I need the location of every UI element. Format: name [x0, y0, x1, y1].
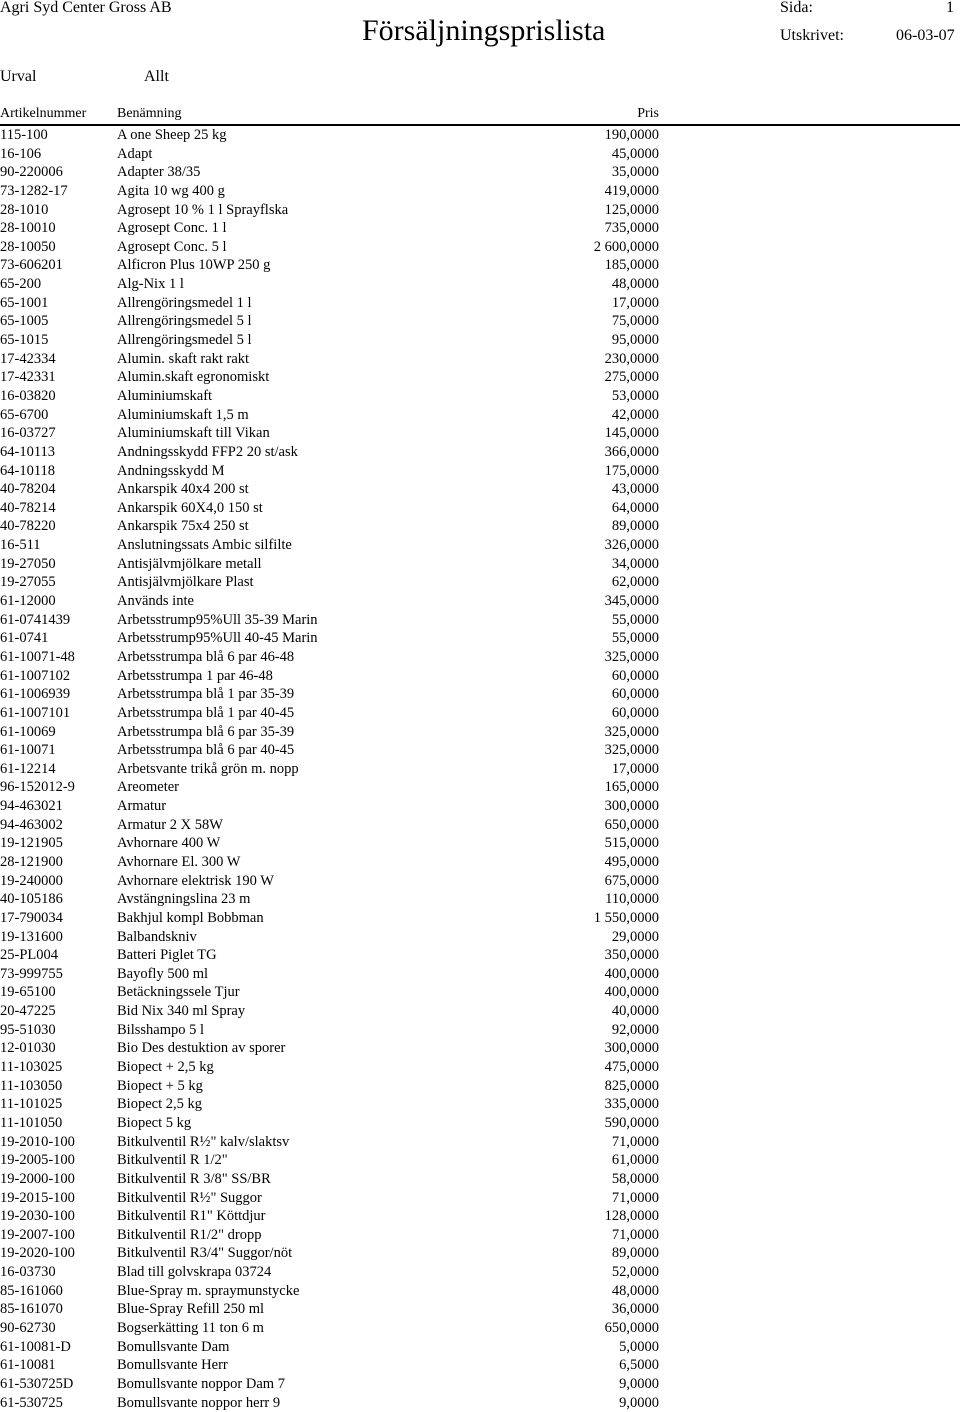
article-number: 12-01030	[0, 1040, 56, 1057]
article-number: 16-03727	[0, 425, 56, 442]
article-name: Bitkulventil R½" kalv/slaktsv	[117, 1133, 290, 1150]
table-row	[0, 275, 960, 294]
table-row	[0, 648, 960, 667]
article-price: 145,0000	[604, 425, 659, 442]
article-name: Arbetsstrumpa blå 1 par 40-45	[117, 704, 295, 721]
table-row	[0, 1002, 960, 1021]
article-number: 28-10050	[0, 238, 56, 255]
article-price: 71,0000	[611, 1133, 659, 1150]
article-price: 42,0000	[611, 406, 659, 423]
article-number: 61-1006939	[0, 686, 71, 703]
article-name: Blad till golvskrapa 03724	[117, 1264, 272, 1281]
table-row	[0, 853, 960, 872]
article-price: 95,0000	[611, 332, 659, 349]
article-number: 11-103025	[0, 1059, 63, 1076]
article-number: 19-2007-100	[0, 1226, 75, 1243]
article-number: 65-200	[0, 276, 42, 293]
table-row	[0, 1338, 960, 1357]
article-number: 90-62730	[0, 1320, 56, 1336]
table-row	[0, 834, 960, 853]
article-price: 325,0000	[604, 723, 659, 740]
article-price: 1 550,0000	[593, 909, 659, 926]
article-number: 28-10010	[0, 220, 56, 237]
article-number: 40-78204	[0, 481, 56, 498]
article-name: Betäckningssele Tjur	[117, 984, 240, 1001]
article-price: 48,0000	[611, 276, 659, 293]
article-price: 230,0000	[604, 350, 659, 367]
price-table	[0, 126, 960, 1412]
article-price: 128,0000	[604, 1208, 659, 1225]
article-name: Bid Nix 340 ml Spray	[117, 1003, 246, 1020]
article-price: 89,0000	[611, 518, 659, 535]
article-price: 475,0000	[604, 1059, 659, 1076]
article-number: 17-42331	[0, 369, 56, 386]
article-name: Areometer	[117, 779, 179, 796]
article-price: 53,0000	[611, 387, 659, 404]
article-price: 48,0000	[611, 1282, 659, 1299]
table-row	[0, 1356, 960, 1375]
article-number: 73-606201	[0, 257, 63, 274]
table-row	[0, 928, 960, 947]
table-row	[0, 760, 960, 779]
printed-label: Utskrivet:	[780, 27, 844, 44]
article-number: 20-47225	[0, 1003, 56, 1020]
article-number: 65-1001	[0, 294, 49, 311]
column-header-price: Pris	[637, 106, 659, 121]
article-price: 326,0000	[604, 537, 659, 554]
article-name: Allrengöringsmedel 1 l	[117, 294, 252, 311]
company-name: Agri Syd Center Gross AB	[0, 0, 172, 16]
article-name: Balbandskniv	[117, 928, 197, 945]
table-row	[0, 723, 960, 742]
table-row	[0, 797, 960, 816]
article-name: Batteri Piglet TG	[117, 947, 217, 964]
table-row	[0, 536, 960, 555]
article-price: 650,0000	[604, 1320, 659, 1336]
article-number: 16-511	[0, 537, 41, 554]
article-price: 55,0000	[611, 630, 659, 647]
article-name: Blue-Spray m. spraymunstycke	[117, 1282, 300, 1299]
article-price: 2 600,0000	[593, 238, 659, 255]
article-price: 89,0000	[611, 1245, 659, 1262]
table-row	[0, 592, 960, 611]
table-row	[0, 1394, 960, 1412]
article-number: 61-10069	[0, 723, 56, 740]
article-price: 175,0000	[604, 462, 659, 479]
table-row	[0, 1319, 960, 1338]
article-name: Agrosept Conc. 1 l	[117, 220, 227, 237]
article-name: Blue-Spray Refill 250 ml	[117, 1301, 264, 1318]
article-price: 110,0000	[605, 891, 659, 908]
table-row	[0, 704, 960, 723]
table-row	[0, 1300, 960, 1319]
article-number: 19-2005-100	[0, 1152, 75, 1169]
page-label: Sida:	[780, 0, 813, 16]
article-name: Antisjälvmjölkare Plast	[117, 574, 254, 591]
article-number: 61-10071-48	[0, 648, 75, 665]
article-number: 61-530725D	[0, 1375, 74, 1392]
article-name: Alumin.skaft egronomiskt	[117, 369, 270, 386]
article-price: 300,0000	[604, 798, 659, 815]
article-number: 61-12000	[0, 593, 56, 610]
article-price: 5,0000	[619, 1338, 659, 1355]
table-row	[0, 238, 960, 257]
article-name: Aluminiumskaft	[117, 387, 213, 404]
article-number: 65-1015	[0, 332, 49, 349]
table-row	[0, 1058, 960, 1077]
table-row	[0, 1039, 960, 1058]
article-price: 345,0000	[604, 593, 659, 610]
article-price: 6,5000	[619, 1357, 659, 1374]
article-name: Avhornare 400 W	[117, 835, 221, 852]
article-number: 90-220006	[0, 164, 63, 181]
article-price: 400,0000	[604, 984, 659, 1001]
article-number: 17-42334	[0, 350, 56, 367]
table-row	[0, 517, 960, 536]
article-price: 300,0000	[604, 1040, 659, 1057]
article-name: Adapter 38/35	[117, 164, 201, 181]
table-row	[0, 387, 960, 406]
printed-date: 06-03-07	[896, 27, 955, 44]
table-row	[0, 1095, 960, 1114]
article-price: 366,0000	[604, 443, 659, 460]
article-number: 28-121900	[0, 853, 63, 870]
article-price: 17,0000	[611, 760, 659, 777]
table-row	[0, 443, 960, 462]
article-name: Agrosept Conc. 5 l	[117, 238, 227, 255]
article-number: 17-790034	[0, 909, 63, 926]
article-number: 19-2020-100	[0, 1245, 75, 1262]
article-price: 125,0000	[604, 201, 659, 218]
article-name: Agrosept 10 % 1 l Sprayflska	[117, 201, 289, 218]
table-row	[0, 890, 960, 909]
table-row	[0, 201, 960, 220]
article-price: 40,0000	[611, 1003, 659, 1020]
article-name: Biopect + 5 kg	[117, 1077, 203, 1094]
article-name: Allrengöringsmedel 5 l	[117, 332, 252, 349]
article-number: 19-2010-100	[0, 1133, 75, 1150]
article-number: 40-78214	[0, 499, 56, 516]
article-name: Bitkulventil R 3/8" SS/BR	[117, 1170, 271, 1187]
article-price: 590,0000	[604, 1114, 659, 1131]
article-price: 55,0000	[611, 611, 659, 628]
article-number: 19-2015-100	[0, 1189, 75, 1206]
page-title: Försäljningsprislista	[362, 14, 606, 47]
article-number: 19-240000	[0, 872, 63, 889]
article-number: 11-101050	[0, 1114, 63, 1131]
article-name: Armatur	[117, 798, 167, 815]
article-number: 19-27050	[0, 555, 56, 572]
article-name: Bomullsvante Herr	[117, 1357, 228, 1374]
article-number: 96-152012-9	[0, 779, 75, 796]
table-row	[0, 555, 960, 574]
article-number: 94-463021	[0, 798, 63, 815]
article-number: 40-78220	[0, 518, 56, 535]
article-price: 400,0000	[604, 965, 659, 982]
article-number: 16-106	[0, 145, 42, 162]
article-name: Bitkulventil R½" Suggor	[117, 1189, 262, 1206]
article-price: 325,0000	[604, 648, 659, 665]
article-name: Bilsshampo 5 l	[117, 1021, 205, 1038]
table-row	[0, 611, 960, 630]
article-price: 71,0000	[611, 1226, 659, 1243]
article-price: 60,0000	[611, 704, 659, 721]
article-name: Arbetsvante trikå grön m. nopp	[117, 760, 299, 777]
article-price: 515,0000	[604, 835, 659, 852]
article-price: 675,0000	[604, 872, 659, 889]
article-name: Bio Des destuktion av sporer	[117, 1040, 286, 1057]
table-row	[0, 350, 960, 369]
article-price: 71,0000	[611, 1189, 659, 1206]
table-row	[0, 1189, 960, 1208]
table-row	[0, 1282, 960, 1301]
article-price: 64,0000	[611, 499, 659, 516]
table-row	[0, 182, 960, 201]
article-name: Arbetsstrumpa blå 1 par 35-39	[117, 686, 295, 703]
article-number: 65-1005	[0, 313, 49, 330]
article-price: 29,0000	[611, 928, 659, 945]
article-number: 19-2000-100	[0, 1170, 75, 1187]
article-price: 17,0000	[611, 294, 659, 311]
article-number: 11-103050	[0, 1077, 63, 1094]
table-row	[0, 965, 960, 984]
article-number: 73-999755	[0, 965, 63, 982]
table-row	[0, 499, 960, 518]
article-price: 9,0000	[619, 1375, 659, 1392]
article-number: 19-121905	[0, 835, 63, 852]
table-row	[0, 1021, 960, 1040]
table-row	[0, 480, 960, 499]
article-name: Arbetsstrumpa 1 par 46-48	[117, 667, 273, 684]
article-price: 62,0000	[611, 574, 659, 591]
article-number: 19-27055	[0, 574, 56, 591]
table-row	[0, 1151, 960, 1170]
table-row	[0, 406, 960, 425]
table-row	[0, 1263, 960, 1282]
article-price: 61,0000	[611, 1152, 659, 1169]
article-name: Används inte	[117, 593, 194, 610]
article-price: 45,0000	[611, 145, 659, 162]
article-price: 275,0000	[604, 369, 659, 386]
table-row	[0, 163, 960, 182]
article-number: 61-0741439	[0, 611, 71, 628]
article-name: Bogserkätting 11 ton 6 m	[117, 1320, 264, 1336]
article-name: Avhornare elektrisk 190 W	[117, 872, 274, 889]
table-row	[0, 126, 960, 145]
article-price: 60,0000	[611, 686, 659, 703]
article-price: 650,0000	[604, 816, 659, 833]
article-number: 11-101025	[0, 1096, 63, 1113]
article-name: Bitkulventil R 1/2"	[117, 1152, 228, 1169]
table-row	[0, 1077, 960, 1096]
table-row	[0, 424, 960, 443]
article-name: Ankarspik 60X4,0 150 st	[117, 499, 263, 516]
article-name: Alg-Nix 1 l	[117, 276, 184, 293]
article-name: A one Sheep 25 kg	[117, 127, 227, 143]
article-name: Bayofly 500 ml	[117, 965, 209, 982]
article-price: 36,0000	[611, 1301, 659, 1318]
article-name: Arbetsstrumpa blå 6 par 35-39	[117, 723, 295, 740]
article-number: 28-1010	[0, 201, 49, 218]
table-row	[0, 1375, 960, 1394]
article-name: Biopect 2,5 kg	[117, 1096, 202, 1113]
article-number: 61-0741	[0, 630, 49, 647]
article-name: Avhornare El. 300 W	[117, 853, 241, 870]
article-price: 495,0000	[604, 853, 659, 870]
article-price: 9,0000	[619, 1394, 659, 1411]
table-row	[0, 909, 960, 928]
table-row	[0, 1226, 960, 1245]
article-name: Arbetsstrumpa blå 6 par 40-45	[117, 742, 295, 759]
table-row	[0, 685, 960, 704]
selection-label: Urval	[0, 68, 37, 85]
article-name: Biopect 5 kg	[117, 1114, 192, 1131]
article-name: Bomullsvante noppor herr 9	[117, 1394, 281, 1411]
article-price: 735,0000	[604, 220, 659, 237]
table-row	[0, 331, 960, 350]
table-row	[0, 872, 960, 891]
article-price: 43,0000	[611, 481, 659, 498]
table-row	[0, 1133, 960, 1152]
article-number: 64-10118	[0, 462, 56, 479]
table-row	[0, 629, 960, 648]
article-number: 40-105186	[0, 891, 63, 908]
table-row	[0, 667, 960, 686]
article-price: 825,0000	[604, 1077, 659, 1094]
article-price: 350,0000	[604, 947, 659, 964]
article-number: 95-51030	[0, 1021, 56, 1038]
article-number: 61-1007102	[0, 667, 71, 684]
article-name: Biopect + 2,5 kg	[117, 1059, 214, 1076]
article-name: Bitkulventil R1" Köttdjur	[117, 1208, 266, 1225]
article-number: 73-1282-17	[0, 182, 68, 199]
article-price: 34,0000	[611, 555, 659, 572]
article-price: 335,0000	[604, 1096, 659, 1113]
column-header-name: Benämning	[117, 106, 182, 121]
article-name: Arbetsstrump95%Ull 40-45 Marin	[117, 630, 318, 647]
table-row	[0, 946, 960, 965]
article-number: 19-2030-100	[0, 1208, 75, 1225]
article-name: Arbetsstrump95%Ull 35-39 Marin	[117, 611, 318, 628]
article-name: Allrengöringsmedel 5 l	[117, 313, 252, 330]
table-row	[0, 256, 960, 275]
table-row	[0, 219, 960, 238]
article-price: 185,0000	[604, 257, 659, 274]
column-header-code: Artikelnummer	[0, 106, 87, 121]
article-name: Ankarspik 40x4 200 st	[117, 481, 249, 498]
article-name: Arbetsstrumpa blå 6 par 46-48	[117, 648, 295, 665]
table-row	[0, 312, 960, 331]
article-name: Antisjälvmjölkare metall	[117, 555, 262, 572]
table-row	[0, 294, 960, 313]
article-name: Bomullsvante noppor Dam 7	[117, 1375, 285, 1392]
table-row	[0, 1114, 960, 1133]
page-number: 1	[946, 0, 954, 16]
table-row	[0, 741, 960, 760]
table-row	[0, 983, 960, 1002]
article-number: 115-100	[0, 127, 48, 143]
article-name: Avstängningslina 23 m	[117, 891, 251, 908]
article-price: 35,0000	[611, 164, 659, 181]
article-name: Alumin. skaft rakt rakt	[117, 350, 250, 367]
article-number: 85-161060	[0, 1282, 63, 1299]
article-price: 58,0000	[611, 1170, 659, 1187]
article-number: 94-463002	[0, 816, 63, 833]
article-price: 419,0000	[604, 182, 659, 199]
table-row	[0, 1207, 960, 1226]
article-number: 19-65100	[0, 984, 56, 1001]
article-name: Andningsskydd FFP2 20 st/ask	[117, 443, 298, 460]
table-row	[0, 816, 960, 835]
article-price: 325,0000	[604, 742, 659, 759]
article-number: 19-131600	[0, 928, 63, 945]
article-name: Adapt	[117, 145, 153, 162]
table-row	[0, 1244, 960, 1263]
article-name: Bakhjul kompl Bobbman	[117, 909, 264, 926]
article-number: 61-10081-D	[0, 1338, 71, 1355]
article-number: 64-10113	[0, 443, 56, 460]
table-row	[0, 368, 960, 387]
article-name: Bitkulventil R1/2" dropp	[117, 1226, 262, 1243]
article-name: Andningsskydd M	[117, 462, 225, 479]
article-name: Alficron Plus 10WP 250 g	[117, 257, 271, 274]
article-number: 65-6700	[0, 406, 49, 423]
article-number: 61-10081	[0, 1357, 56, 1374]
table-row	[0, 145, 960, 164]
article-price: 92,0000	[611, 1021, 659, 1038]
article-price: 52,0000	[611, 1264, 659, 1281]
article-number: 61-12214	[0, 760, 56, 777]
article-price: 165,0000	[604, 779, 659, 796]
article-number: 61-10071	[0, 742, 56, 759]
article-name: Aluminiumskaft till Vikan	[117, 425, 270, 442]
article-price: 190,0000	[604, 127, 659, 143]
article-number: 61-530725	[0, 1394, 63, 1411]
article-price: 60,0000	[611, 667, 659, 684]
selection-value: Allt	[144, 68, 169, 85]
article-name: Agita 10 wg 400 g	[117, 182, 225, 199]
article-price: 75,0000	[611, 313, 659, 330]
table-row	[0, 462, 960, 481]
article-number: 85-161070	[0, 1301, 63, 1318]
table-row	[0, 573, 960, 592]
article-name: Anslutningssats Ambic silfilte	[117, 537, 292, 554]
article-number: 16-03820	[0, 387, 56, 404]
article-name: Bomullsvante Dam	[117, 1338, 230, 1355]
article-name: Ankarspik 75x4 250 st	[117, 518, 249, 535]
article-number: 25-PL004	[0, 947, 58, 964]
article-name: Armatur 2 X 58W	[117, 816, 223, 833]
article-number: 61-1007101	[0, 704, 71, 721]
article-name: Bitkulventil R3/4" Suggor/nöt	[117, 1245, 293, 1262]
table-row	[0, 778, 960, 797]
article-name: Aluminiumskaft 1,5 m	[117, 406, 249, 423]
article-number: 16-03730	[0, 1264, 56, 1281]
table-row	[0, 1170, 960, 1189]
